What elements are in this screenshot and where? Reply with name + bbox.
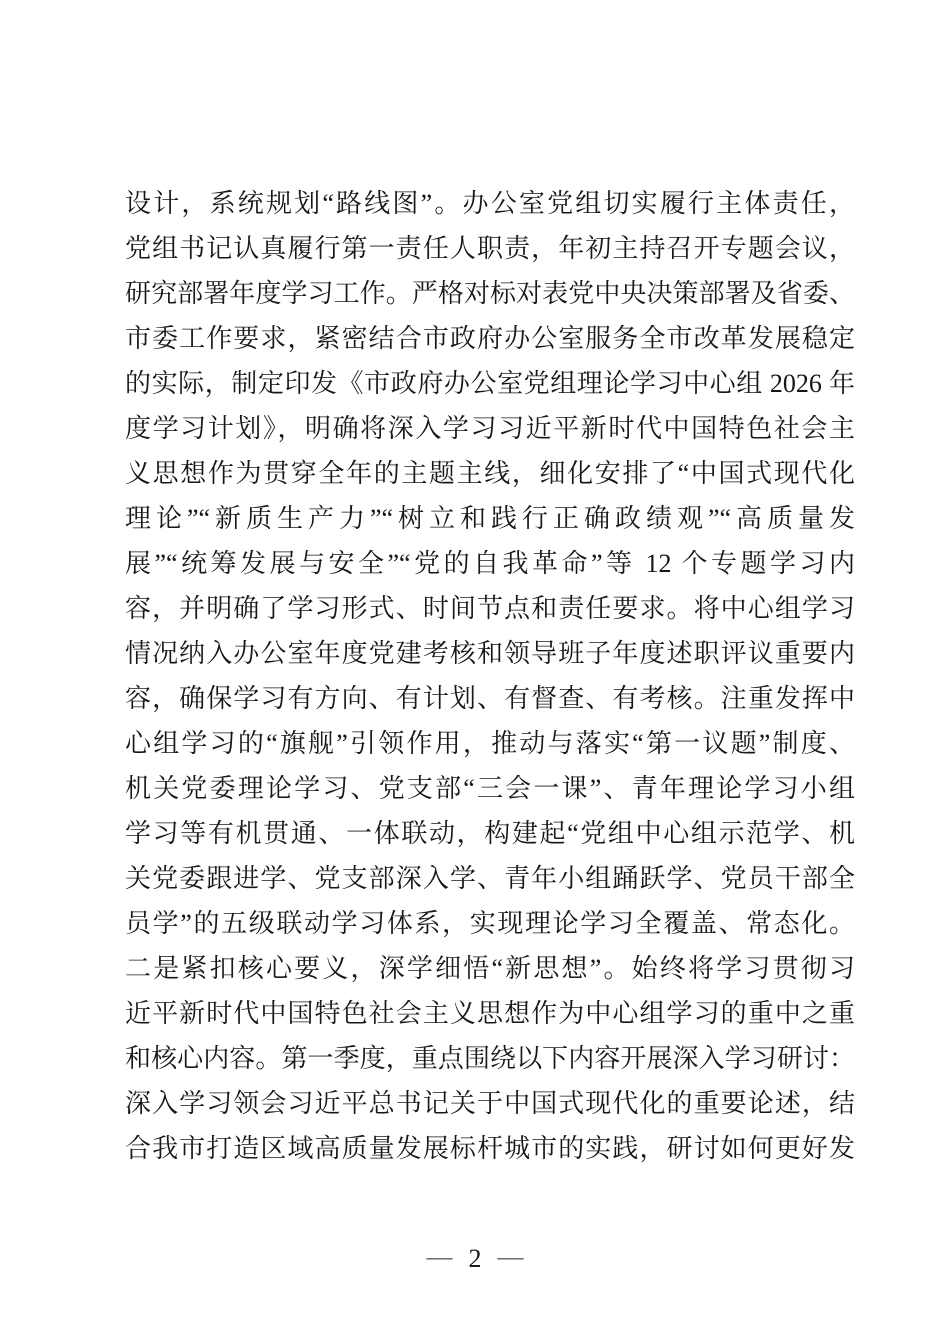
text-line: 关党委跟进学、党支部深入学、青年小组踊跃学、党员干部全	[125, 864, 855, 893]
text-line: 设计，系统规划“路线图”。办公室党组切实履行主体责任，	[125, 189, 855, 218]
text-line: 深入学习领会习近平总书记关于中国式现代化的重要论述，结	[125, 1089, 855, 1118]
text-line: 研究部署年度学习工作。严格对标对表党中央决策部署及省委、	[125, 279, 855, 308]
text-line: 学习等有机贯通、一体联动，构建起“党组中心组示范学、机	[125, 819, 855, 848]
footer-left-dash: —	[426, 1242, 453, 1271]
text-line: 容，并明确了学习形式、时间节点和责任要求。将中心组学习	[125, 594, 855, 623]
text-line: 理论”“新质生产力”“树立和践行正确政绩观”“高质量发	[125, 504, 855, 533]
footer-right-dash: —	[497, 1242, 524, 1271]
text-line: 机关党委理论学习、党支部“三会一课”、青年理论学习小组	[125, 774, 855, 803]
text-line: 容，确保学习有方向、有计划、有督查、有考核。注重发挥中	[125, 684, 855, 713]
text-line: 心组学习的“旗舰”引领作用，推动与落实“第一议题”制度、	[125, 729, 855, 758]
page-footer	[0, 1236, 950, 1281]
text-line: 二是紧扣核心要义，深学细悟“新思想”。始终将学习贯彻习	[125, 954, 855, 983]
text-line: 展”“统筹发展与安全”“党的自我革命”等 12 个专题学习内	[125, 549, 855, 578]
text-line: 的实际，制定印发《市政府办公室党组理论学习中心组 2026 年	[125, 369, 855, 398]
text-line: 和核心内容。第一季度，重点围绕以下内容开展深入学习研讨：	[125, 1044, 855, 1073]
text-line: 情况纳入办公室年度党建考核和领导班子年度述职评议重要内	[125, 639, 855, 668]
text-line: 度学习计划》，明确将深入学习习近平新时代中国特色社会主	[125, 414, 855, 443]
text-line: 近平新时代中国特色社会主义思想作为中心组学习的重中之重	[125, 999, 855, 1028]
page-number: 2	[468, 1244, 482, 1273]
text-line: 义思想作为贯穿全年的主题主线，细化安排了“中国式现代化	[125, 459, 855, 488]
text-line: 市委工作要求，紧密结合市政府办公室服务全市改革发展稳定	[125, 324, 855, 353]
text-line: 党组书记认真履行第一责任人职责，年初主持召开专题会议，	[125, 234, 855, 263]
text-line: 员学”的五级联动学习体系，实现理论学习全覆盖、常态化。	[125, 909, 855, 938]
text-line: 合我市打造区域高质量发展标杆城市的实践，研讨如何更好发	[125, 1134, 855, 1163]
document-body	[125, 181, 855, 1171]
